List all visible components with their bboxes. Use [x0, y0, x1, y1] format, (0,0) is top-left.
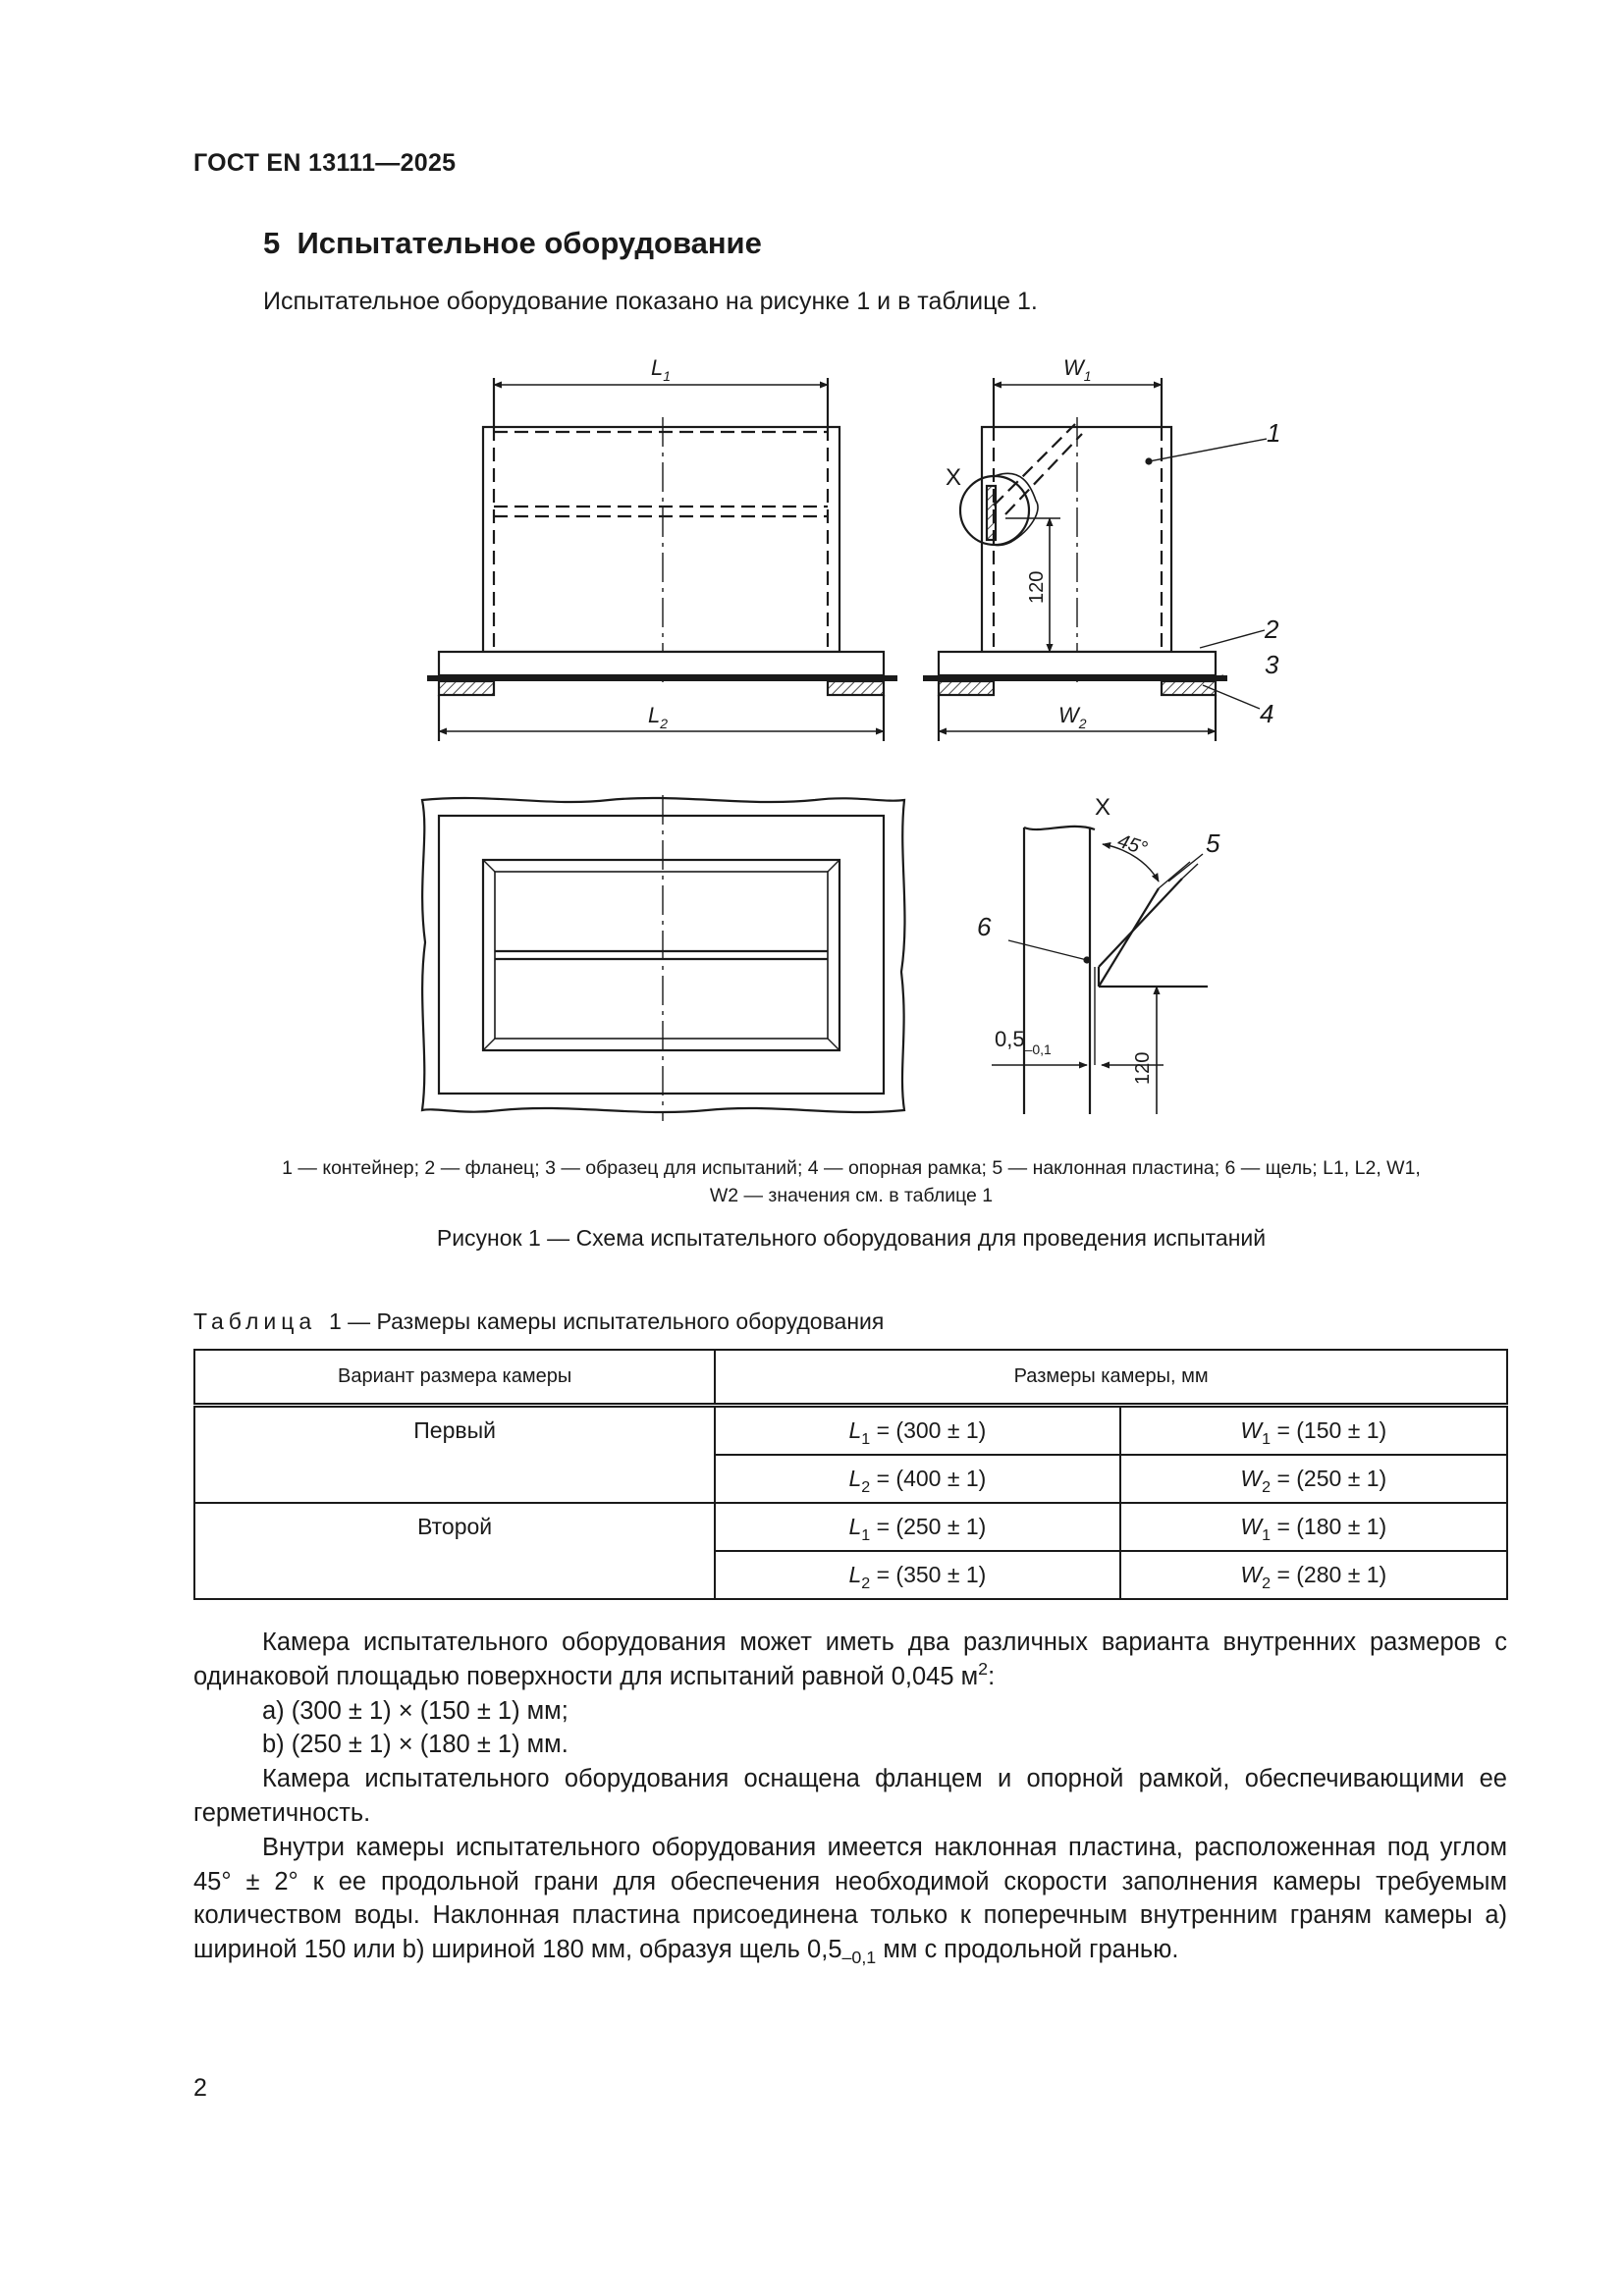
figure-1 — [412, 348, 1522, 1134]
page-number: 2 — [193, 2074, 207, 2102]
table-row — [194, 1503, 1507, 1551]
figure-caption: Рисунок 1 — Схема испытательного оборудования для проведения испытаний — [436, 1225, 1267, 1251]
legend-line-1: 1 — контейнер; 2 — фланец; 3 — образец для испытаний; 4 — опорная рамка; 5 — наклонная пластина; 6 — щель; L1, L2, W1, — [282, 1157, 1421, 1179]
callout-1: 1 — [1267, 418, 1281, 448]
intro-paragraph: Испытательное оборудование показано на рисунке 1 и в таблице 1. — [263, 288, 1038, 315]
list-item-a: a) (300 ± 1) × (150 ± 1) мм; — [262, 1696, 568, 1725]
section-title: Испытательное оборудование — [297, 226, 762, 260]
figure-legend — [193, 1154, 1509, 1209]
label-detail-mark: X — [946, 464, 962, 491]
table-caption-text: 1 — Размеры камеры испытательного оборудования — [328, 1308, 885, 1334]
callout-6: 6 — [977, 912, 992, 941]
table-caption — [193, 1308, 884, 1335]
callout-2: 2 — [1265, 614, 1279, 644]
label-gap-value: $0,5_{-0,1}$ — [995, 1027, 1052, 1057]
label-dim-120-detail: 120 — [1132, 1051, 1154, 1085]
front-view — [427, 378, 897, 741]
header-variant: Вариант размера камеры — [194, 1350, 715, 1406]
label-L1: $L_1$ — [651, 355, 672, 384]
table-header-row — [194, 1350, 1507, 1406]
paragraph-1: Камера испытательного оборудования может иметь два различных варианта внутренних размеров с одинаковой площадью поверхности для испытаний равной 0,045 $м^2$: — [193, 1629, 1507, 1690]
side-view — [923, 378, 1267, 741]
figure-drawing — [412, 348, 1522, 1134]
section-number: 5 — [263, 226, 281, 260]
length-cell: $L_1 = (250 \pm 1)$ — [715, 1503, 1119, 1551]
list-item-b: b) (250 ± 1) × (180 ± 1) мм. — [262, 1731, 568, 1759]
length-cell: $L_1 = (300 \pm 1)$ — [715, 1406, 1119, 1456]
label-W1: $W_1$ — [1063, 355, 1092, 384]
table-caption-word: Таблица — [193, 1308, 317, 1334]
label-L2: $L_2$ — [648, 703, 669, 731]
plan-view — [422, 795, 904, 1121]
document-header: ГОСТ EN 13111—2025 — [193, 149, 457, 177]
paragraph-2: Камера испытательного оборудования оснащена фланцем и опорной рамкой, обеспечивающими ее герметичность. — [193, 1765, 1507, 1827]
paragraph-3: Внутри камеры испытательного оборудования имеется наклонная пластина, расположенная под углом 45° ± 2° к ее продольной грани для обеспечения необходимой скорости заполнения камеры требуемым количеством воды. Наклонная пластина присоединена только к поперечным внутренним граням камеры a) шириной 150 или b) шириной 180 мм, образуя щель $0,5_{-0,1}$ мм с продольной гранью. — [193, 1833, 1507, 1968]
callout-3: 3 — [1265, 650, 1279, 679]
width-cell: $W_1 = (180 \pm 1)$ — [1120, 1503, 1507, 1551]
chamber-size-table — [193, 1349, 1508, 1600]
callout-5: 5 — [1206, 828, 1220, 858]
length-cell: $L_2 = (350 \pm 1)$ — [715, 1551, 1119, 1599]
detail-x — [992, 827, 1208, 1114]
table-row — [194, 1406, 1507, 1456]
header-dimensions: Размеры камеры, мм — [715, 1350, 1507, 1406]
legend-line-2: W2 — значения см. в таблице 1 — [709, 1185, 994, 1206]
length-cell: $L_2 = (400 \pm 1)$ — [715, 1455, 1119, 1503]
variant-cell: Первый — [194, 1406, 715, 1504]
section-heading — [263, 226, 762, 261]
width-cell: $W_2 = (250 \pm 1)$ — [1120, 1455, 1507, 1503]
width-cell: $W_2 = (280 \pm 1)$ — [1120, 1551, 1507, 1599]
label-dim-120-side: 120 — [1026, 570, 1048, 604]
width-cell: $W_1 = (150 \pm 1)$ — [1120, 1406, 1507, 1456]
callout-4: 4 — [1260, 699, 1274, 728]
body-text — [193, 1626, 1507, 1967]
label-W2: $W_2$ — [1058, 703, 1087, 731]
label-detail-title: X — [1095, 794, 1111, 821]
variant-cell: Второй — [194, 1503, 715, 1599]
label-angle: 45° — [1114, 829, 1151, 861]
